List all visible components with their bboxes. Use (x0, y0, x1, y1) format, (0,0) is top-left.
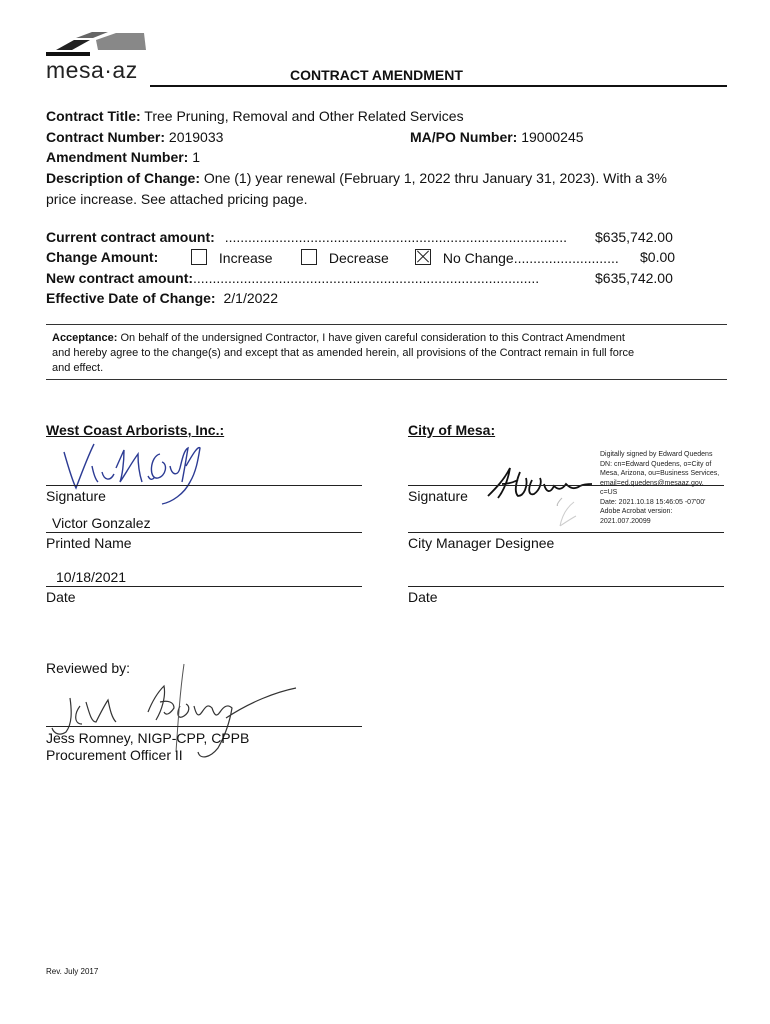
acceptance-text (52, 331, 634, 376)
contract-title-row (46, 108, 464, 125)
increase-option (191, 249, 273, 267)
new-amount-leader: ......................................................................................... (193, 270, 540, 286)
digital-sig-line: email=ed.quedens@mesaaz.gov, (600, 479, 704, 487)
change-amount-value: $0.00 (640, 249, 676, 265)
change-amount-label: Change Amount: (46, 249, 159, 265)
contractor-printed-name-line (46, 532, 362, 533)
city-heading: City of Mesa: (408, 422, 496, 438)
mapo-number-row (410, 129, 584, 146)
header-rule (150, 85, 727, 87)
contractor-signature-label: Signature (46, 488, 106, 504)
city-designee-label: City Manager Designee (408, 535, 555, 551)
increase-label: Increase (218, 250, 273, 266)
city-date-label: Date (408, 589, 438, 605)
effective-date-label: Effective Date of Change: (46, 290, 216, 306)
new-amount-label: New contract amount: (46, 270, 194, 286)
acceptance-line3: and effect. (52, 362, 104, 374)
decrease-label: Decrease (328, 250, 389, 266)
reviewer-title: Procurement Officer II (46, 747, 183, 763)
current-amount-value: $635,742.00 (595, 229, 673, 245)
new-amount-row (46, 270, 539, 287)
acceptance-line1: On behalf of the undersigned Contractor, I have given careful consideration to this Contract Amendment (120, 332, 625, 344)
contract-number-row (46, 129, 223, 146)
digital-signature-block (600, 450, 719, 526)
change-amount-row (46, 249, 158, 266)
digital-sig-line: DN: cn=Edward Quedens, o=City of (600, 460, 712, 468)
decrease-checkbox[interactable] (301, 249, 317, 265)
reviewer-name: Jess Romney, NIGP-CPP, CPPB (46, 730, 250, 746)
contractor-date-line (46, 586, 362, 587)
mapo-number-label: MA/PO Number: (410, 129, 518, 145)
reviewer-signature-line (46, 726, 362, 727)
reviewed-by-label: Reviewed by: (46, 660, 131, 676)
increase-checkbox[interactable] (191, 249, 207, 265)
city-date-line (408, 586, 724, 587)
current-amount-row (46, 229, 567, 246)
digital-sig-line: Mesa, Arizona, ou=Business Services, (600, 470, 720, 477)
current-amount-leader: ........................................................................................ (224, 229, 567, 245)
contract-number-label: Contract Number: (46, 129, 166, 145)
document-title: CONTRACT AMENDMENT (290, 67, 463, 83)
new-amount-value: $635,742.00 (595, 270, 673, 286)
digital-sig-line: Date: 2021.10.18 15:46:05 -07'00' (600, 498, 706, 506)
acceptance-line2: and hereby agree to the change(s) and except that as amended herein, all provisions of the Contract remain in full force (52, 347, 635, 359)
digital-sig-line: c=US (600, 489, 618, 496)
contractor-date-label: Date (46, 589, 76, 605)
contractor-heading: West Coast Arborists, Inc.: (46, 422, 225, 438)
contractor-printed-name-value: Victor Gonzalez (52, 515, 151, 531)
contract-title-value: Tree Pruning, Removal and Other Related Services (144, 108, 464, 124)
effective-date-value: 2/1/2022 (223, 290, 278, 306)
digital-sig-line: Digitally signed by Edward Quedens (600, 451, 713, 458)
city-designee-line (408, 532, 724, 533)
digital-sig-line: 2021.007.20099 (600, 517, 651, 525)
contractor-date-value: 10/18/2021 (56, 569, 127, 585)
decrease-option (301, 249, 389, 267)
no-change-checkbox-checked[interactable] (415, 249, 431, 265)
current-amount-label: Current contract amount: (46, 229, 215, 245)
description-text-line1: One (1) year renewal (February 1, 2022 thru January 31, 2023). With a 3% (203, 170, 667, 186)
contract-number-value: 2019033 (168, 129, 224, 145)
no-change-label: No Change (442, 250, 514, 266)
effective-date-row (46, 290, 278, 307)
description-text-line2: price increase. See attached pricing page. (46, 191, 308, 207)
amendment-number-row (46, 149, 200, 166)
revision-footer: Rev. July 2017 (46, 967, 99, 976)
description-row (46, 170, 667, 187)
amendment-number-label: Amendment Number: (46, 149, 189, 165)
mapo-number-value: 19000245 (521, 129, 584, 145)
change-amount-leader: ........................... (513, 250, 619, 266)
contract-title-label: Contract Title: (46, 108, 141, 124)
acrobat-watermark-icon (556, 500, 580, 530)
contractor-signature-line (46, 485, 362, 486)
mesa-logo-mark (46, 30, 150, 58)
acceptance-label: Acceptance: (52, 332, 118, 344)
contractor-printed-name-label: Printed Name (46, 535, 132, 551)
description-label: Description of Change: (46, 170, 201, 186)
amendment-number-value: 1 (192, 149, 201, 165)
mesa-logo-text: mesa·az (46, 57, 138, 83)
no-change-option (415, 249, 619, 267)
city-signature-label: Signature (408, 488, 468, 504)
digital-sig-line: Adobe Acrobat version: (600, 508, 673, 515)
